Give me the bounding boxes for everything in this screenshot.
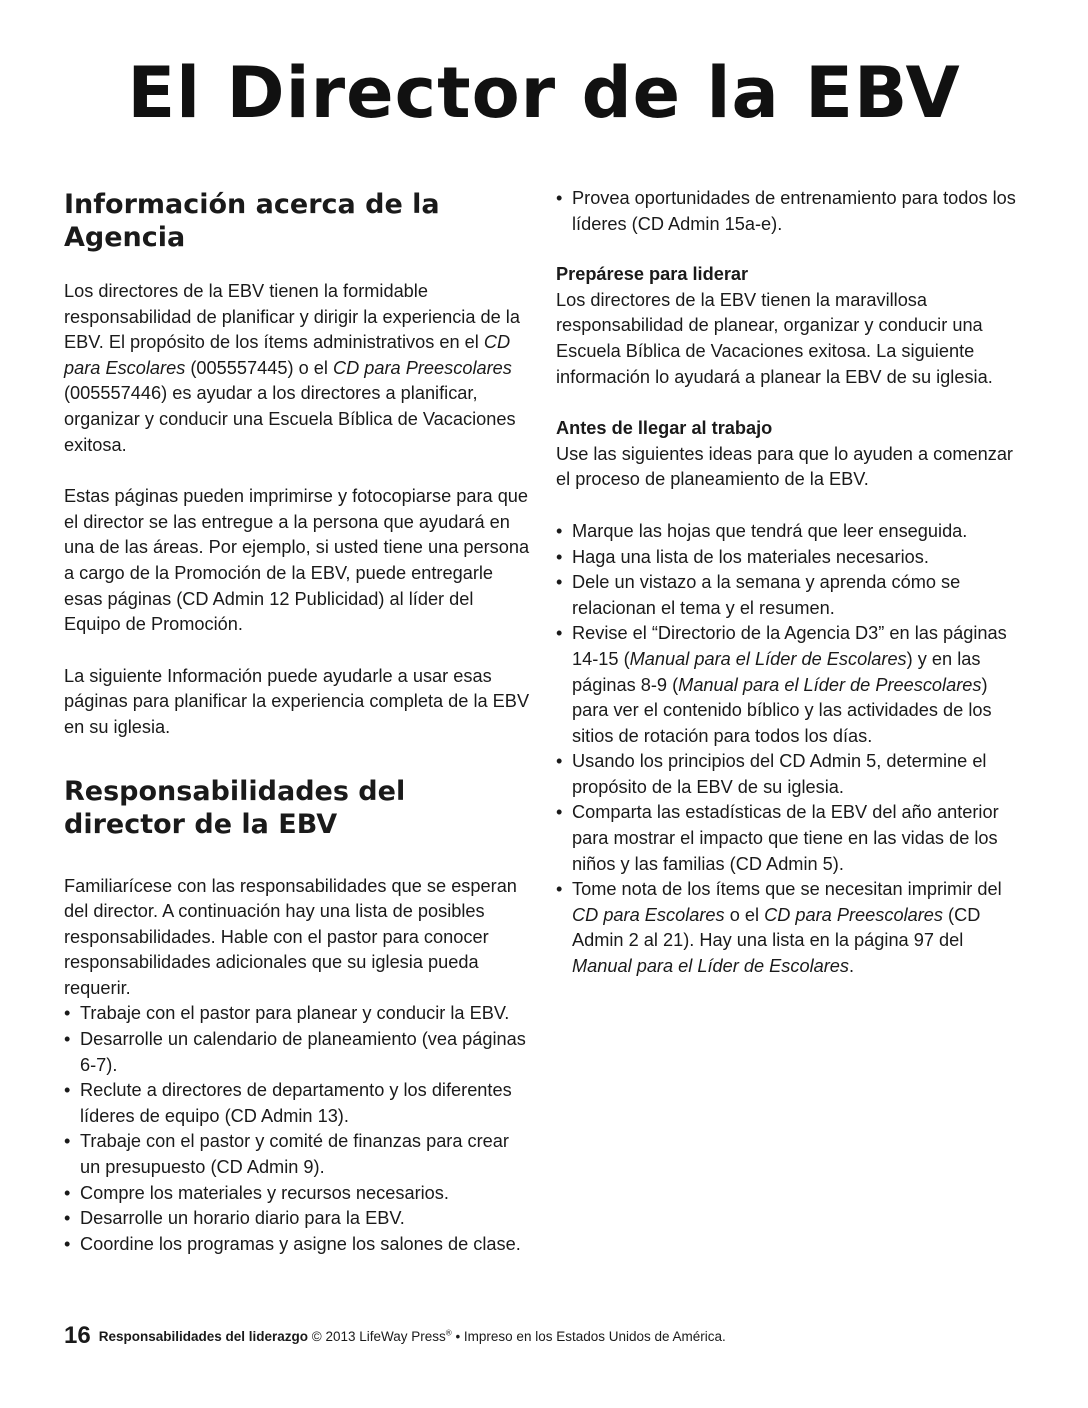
left-column xyxy=(64,186,532,1257)
list-item-text: (CD Admin 2 al 21). Hay una lista en la página 97 del xyxy=(572,904,981,951)
subheading-before-work: Antes de llegar al trabajo xyxy=(556,418,773,439)
list-item: • Desarrolle un calendario de planeamiento (vea páginas 6-7). xyxy=(64,1027,532,1078)
subheading-prepare: Prepárese para liderar xyxy=(556,264,749,285)
training-list xyxy=(556,186,1026,237)
cd-escolares-title: CD para Escolares xyxy=(64,332,511,378)
planning-list xyxy=(556,519,1026,980)
list-item-text: Tome nota de los ítems que se necesitan imprimir del xyxy=(572,879,1002,900)
manual-title: Manual para el Líder de Escolares xyxy=(572,956,850,977)
list-item: • Desarrolle un horario diario para la EBV. xyxy=(64,1206,532,1232)
heading-line: Responsabilidades del xyxy=(64,775,406,807)
section-heading-agency-info: Información acerca de la Agencia xyxy=(64,189,440,253)
paragraph-intro-text: (005557445) o el xyxy=(185,357,333,378)
cd-escolares-title: CD para Escolares xyxy=(572,904,725,925)
heading-line: director de la EBV xyxy=(64,808,338,840)
list-item: • Usando los principios del CD Admin 5, determine el propósito de la EBV de su iglesia. xyxy=(556,749,1026,800)
list-item: • Compre los materiales y recursos necesarios. xyxy=(64,1181,532,1207)
registered-mark: ® xyxy=(445,1328,452,1338)
list-item: • Reclute a directores de departamento y los diferentes líderes de equipo (CD Admin 13). xyxy=(64,1078,532,1129)
paragraph-photocopy: Estas páginas pueden imprimirse y fotocopiarse para que el director se las entregue a la persona que ayudará en una de las áreas. Por ejemplo, si usted tiene una persona a cargo de la Promoción de la EBV, puede entregarle esas páginas (CD Admin 12 Publicidad) al líder del Equipo de Promoción. xyxy=(64,486,530,635)
list-item: • Marque las hojas que tendrá que leer enseguida. xyxy=(556,519,1026,545)
footer-section-name: Responsabilidades del liderazgo xyxy=(98,1329,309,1344)
list-item-text: o el xyxy=(724,904,765,925)
list-item: • Trabaje con el pastor para planear y conducir la EBV. xyxy=(64,1001,532,1027)
section-heading-responsibilities xyxy=(64,775,532,841)
list-item-text: ) para ver el contenido bíblico y las actividades de los sitios de rotación para todos los días. xyxy=(572,674,992,746)
paragraph-intro-text: Los directores de la EBV tienen la formidable responsabilidad de planificar y dirigir la experiencia de la EBV. El propósito de los ítems administrativos en el xyxy=(64,281,520,353)
footer-copyright: © 2013 LifeWay Press xyxy=(308,1329,446,1344)
list-item: • Dele un vistazo a la semana y aprenda cómo se relacionan el tema y el resumen. xyxy=(556,570,1026,621)
list-item: • Comparta las estadísticas de la EBV del año anterior para mostrar el impacto que tiene en las vidas de los niños y las familias (CD Admin 5). xyxy=(556,800,1026,877)
paragraph-prepare: Los directores de la EBV tienen la maravillosa responsabilidad de planear, organizar y conducir una Escuela Bíblica de Vacaciones exitosa. La siguiente información lo ayudará a planear la EBV de su iglesia. xyxy=(556,289,993,387)
paragraph-familiarize: Familiarícese con las responsabilidades que se esperan del director. A continuación hay una lista de posibles responsabilidades. Hable con el pastor para conocer responsabilidades adicionales que su iglesia pueda requerir. xyxy=(64,875,517,998)
list-item xyxy=(556,621,1026,749)
responsibilities-list xyxy=(64,1001,532,1257)
page-footer xyxy=(64,1322,726,1350)
page-title: El Director de la EBV xyxy=(127,52,961,134)
cd-preescolares-title: CD para Preescolares xyxy=(764,904,943,925)
right-column xyxy=(556,186,1026,980)
cd-preescolares-title: CD para Preescolares xyxy=(332,357,512,378)
footer-printed-in: • Impreso en los Estados Unidos de América. xyxy=(451,1329,726,1344)
paragraph-intro xyxy=(64,279,532,458)
paragraph-intro-text: (005557446) es ayudar a los directores a planificar, organizar y conducir una Escuela Bíblica de Vacaciones exitosa. xyxy=(64,383,516,455)
paragraph-info-use: La siguiente Información puede ayudarle a usar esas páginas para planificar la experiencia completa de la EBV en su iglesia. xyxy=(64,665,530,737)
manual-title: Manual para el Líder de Preescolares xyxy=(678,674,982,695)
list-item: • Trabaje con el pastor y comité de finanzas para crear un presupuesto (CD Admin 9). xyxy=(64,1129,532,1180)
list-item-text: Revise el “Directorio de la Agencia D3” en las páginas 14-15 ( xyxy=(572,623,1007,669)
list-item-text: ) y en las páginas 8-9 ( xyxy=(572,648,981,695)
list-item-text: . xyxy=(849,956,855,977)
list-item xyxy=(556,877,1026,979)
page-number: 16 xyxy=(64,1322,91,1349)
manual-title: Manual para el Líder de Escolares xyxy=(629,648,907,669)
list-item: • Provea oportunidades de entrenamiento para todos los líderes (CD Admin 15a-e). xyxy=(556,186,1026,237)
paragraph-before-work: Use las siguientes ideas para que lo ayuden a comenzar el proceso de planeamiento de la EBV. xyxy=(556,443,1013,490)
list-item: • Coordine los programas y asigne los salones de clase. xyxy=(64,1232,532,1258)
list-item: • Haga una lista de los materiales necesarios. xyxy=(556,545,1026,571)
